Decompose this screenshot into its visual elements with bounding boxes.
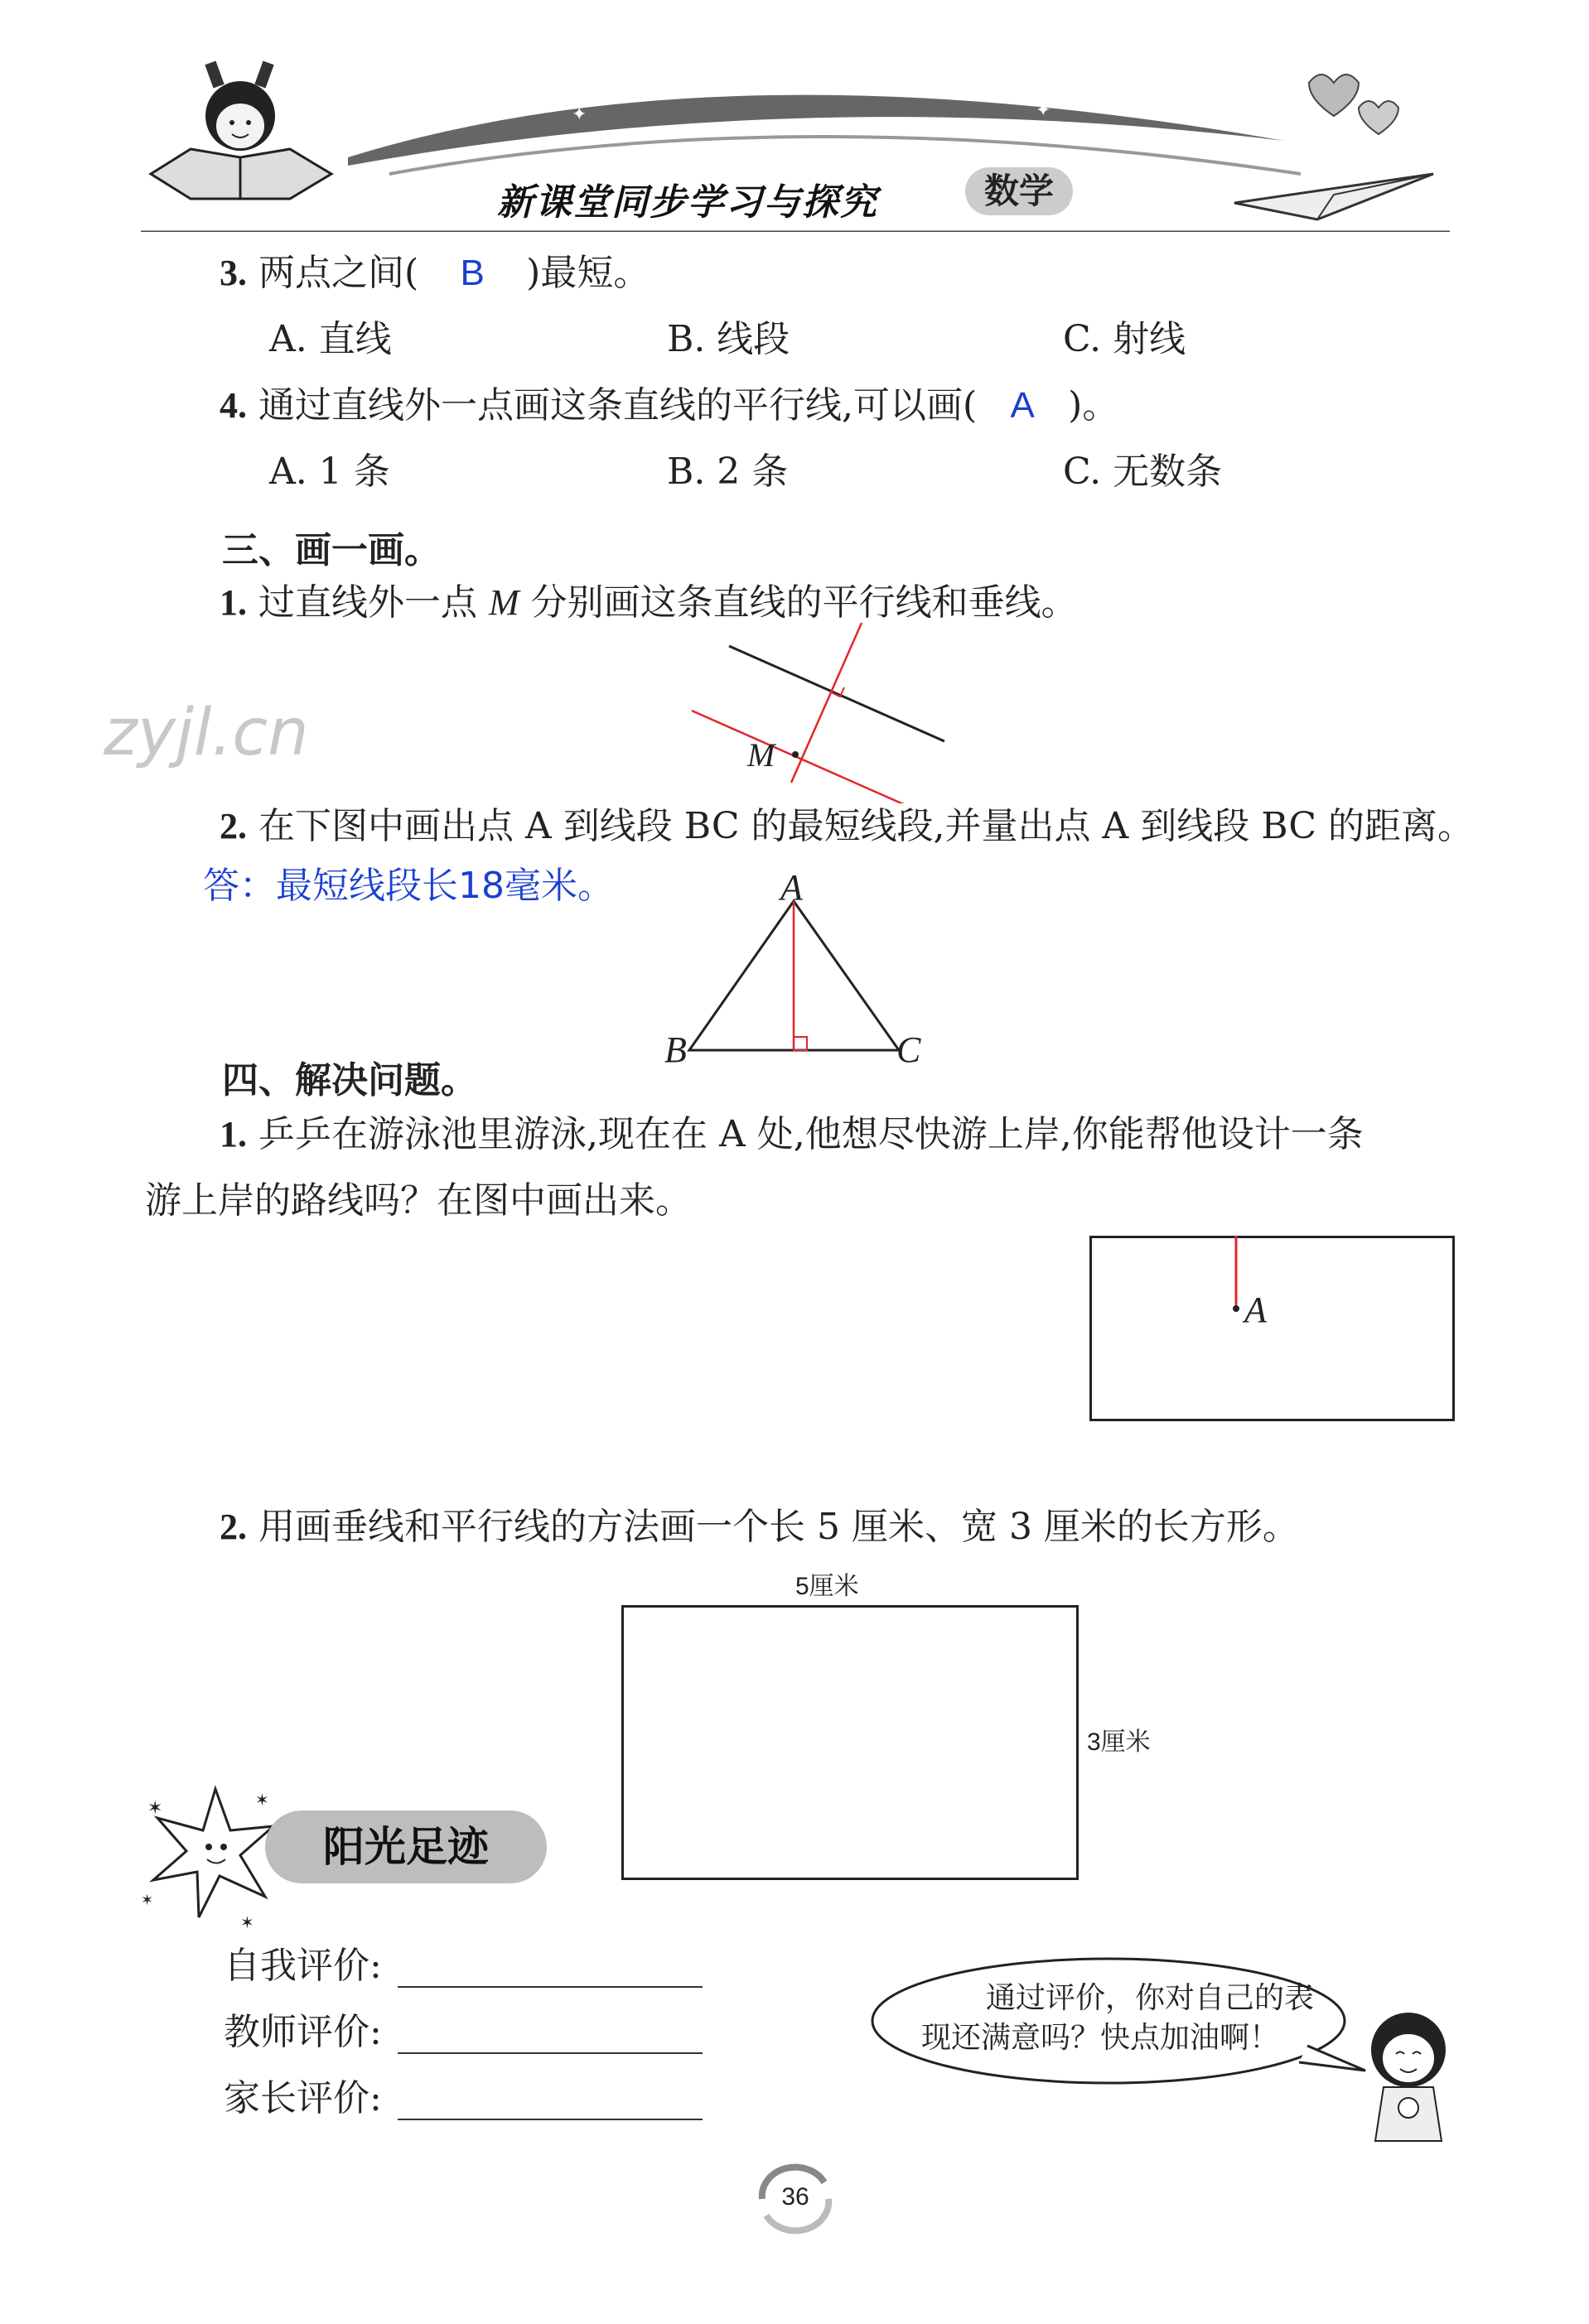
label-a: A [780,867,803,908]
girl-reading-icon [151,61,331,199]
header-title: 新课堂同步学习与探究 [497,181,878,224]
parallel-line [692,711,907,803]
teacher-eval-line[interactable] [398,2051,703,2054]
label-c: C [896,1029,921,1070]
right-angle-mark [794,1037,807,1050]
s4-question-2: 2. 用画垂线和平行线的方法画一个长 5 厘米、宽 3 厘米的长方形。 [220,1506,1299,1548]
page-number: 36 [781,2183,809,2211]
question-3: 3. 两点之间( B )最短。 [220,252,650,294]
parallel-perpendicular-figure [679,613,961,803]
s4-question-1-line2: 游上岸的路线吗？在图中画出来。 [145,1179,692,1222]
self-eval-label: 自我评价: [224,1945,382,1987]
svg-text:✶: ✶ [147,1798,163,1819]
label-b: B [664,1029,687,1070]
q4-option-c: C. 无数条 [1063,451,1223,493]
q3-option-a: A. 直线 [269,318,392,360]
s3-question-2: 2. 在下图中画出点 A 到线段 BC 的最短线段,并量出点 A 到线段 BC 的距离。 [220,805,1475,847]
pool-label-a: A [1244,1290,1267,1330]
s3-question-1: 1. 过直线外一点 M 分别画这条直线的平行线和垂线。 [220,581,1078,624]
bubble-line-1: 通过评价，你对自己的表 [986,1981,1315,2015]
bubble-line-2: 现还满意吗？快点加油啊！ [921,2021,1280,2055]
s3-q2-answer: 答：最短线段长18毫米。 [203,865,614,907]
parent-eval-line[interactable] [398,2117,703,2120]
perpendicular-line [791,623,862,783]
girl-mascot-icon [1359,2004,1458,2145]
star-mascot-icon [141,1781,282,1930]
page-header [141,50,1450,232]
footprint-badge: 阳光足迹 [265,1811,547,1883]
svg-text:✶: ✶ [255,1790,269,1810]
q4-option-a: A. 1 条 [269,451,390,493]
svg-text:✶: ✶ [141,1892,154,1909]
subject-badge: 数学 [965,167,1073,215]
svg-text:✦: ✦ [572,104,587,125]
hearts-plane-icon [1234,75,1433,219]
triangle-figure [679,894,911,1060]
question-4: 4. 通过直线外一点画这条直线的平行线,可以画( A )。 [220,384,1119,427]
q3-option-b: B. 线段 [667,318,790,360]
section-4-title: 四、解决问题。 [222,1059,477,1102]
given-line [729,646,944,741]
q4-option-b: B. 2 条 [667,451,789,493]
section-3-title: 三、画一画。 [222,529,441,571]
answer-q3: B [460,253,485,293]
rect-width-label: 5厘米 [795,1573,859,1600]
label-m: M [747,736,775,774]
svg-text:✦: ✦ [1036,100,1051,121]
point-m [792,751,799,758]
s4-question-1-line1: 1. 乒乒在游泳池里游泳,现在在 A 处,他想尽快游上岸,你能帮他设计一条 [220,1113,1364,1155]
watermark: zyjl.cn [104,696,309,770]
self-eval-line[interactable] [398,1984,703,1988]
parent-eval-label: 家长评价: [224,2077,382,2119]
rect-height-label: 3厘米 [1087,1729,1151,1756]
pool-rectangle [1089,1236,1455,1421]
svg-text:✶: ✶ [240,1912,254,1930]
q3-option-c: C. 射线 [1063,318,1186,360]
teacher-eval-label: 教师评价: [224,2011,382,2053]
drawn-rectangle [621,1605,1079,1880]
answer-q4: A [1010,385,1035,426]
